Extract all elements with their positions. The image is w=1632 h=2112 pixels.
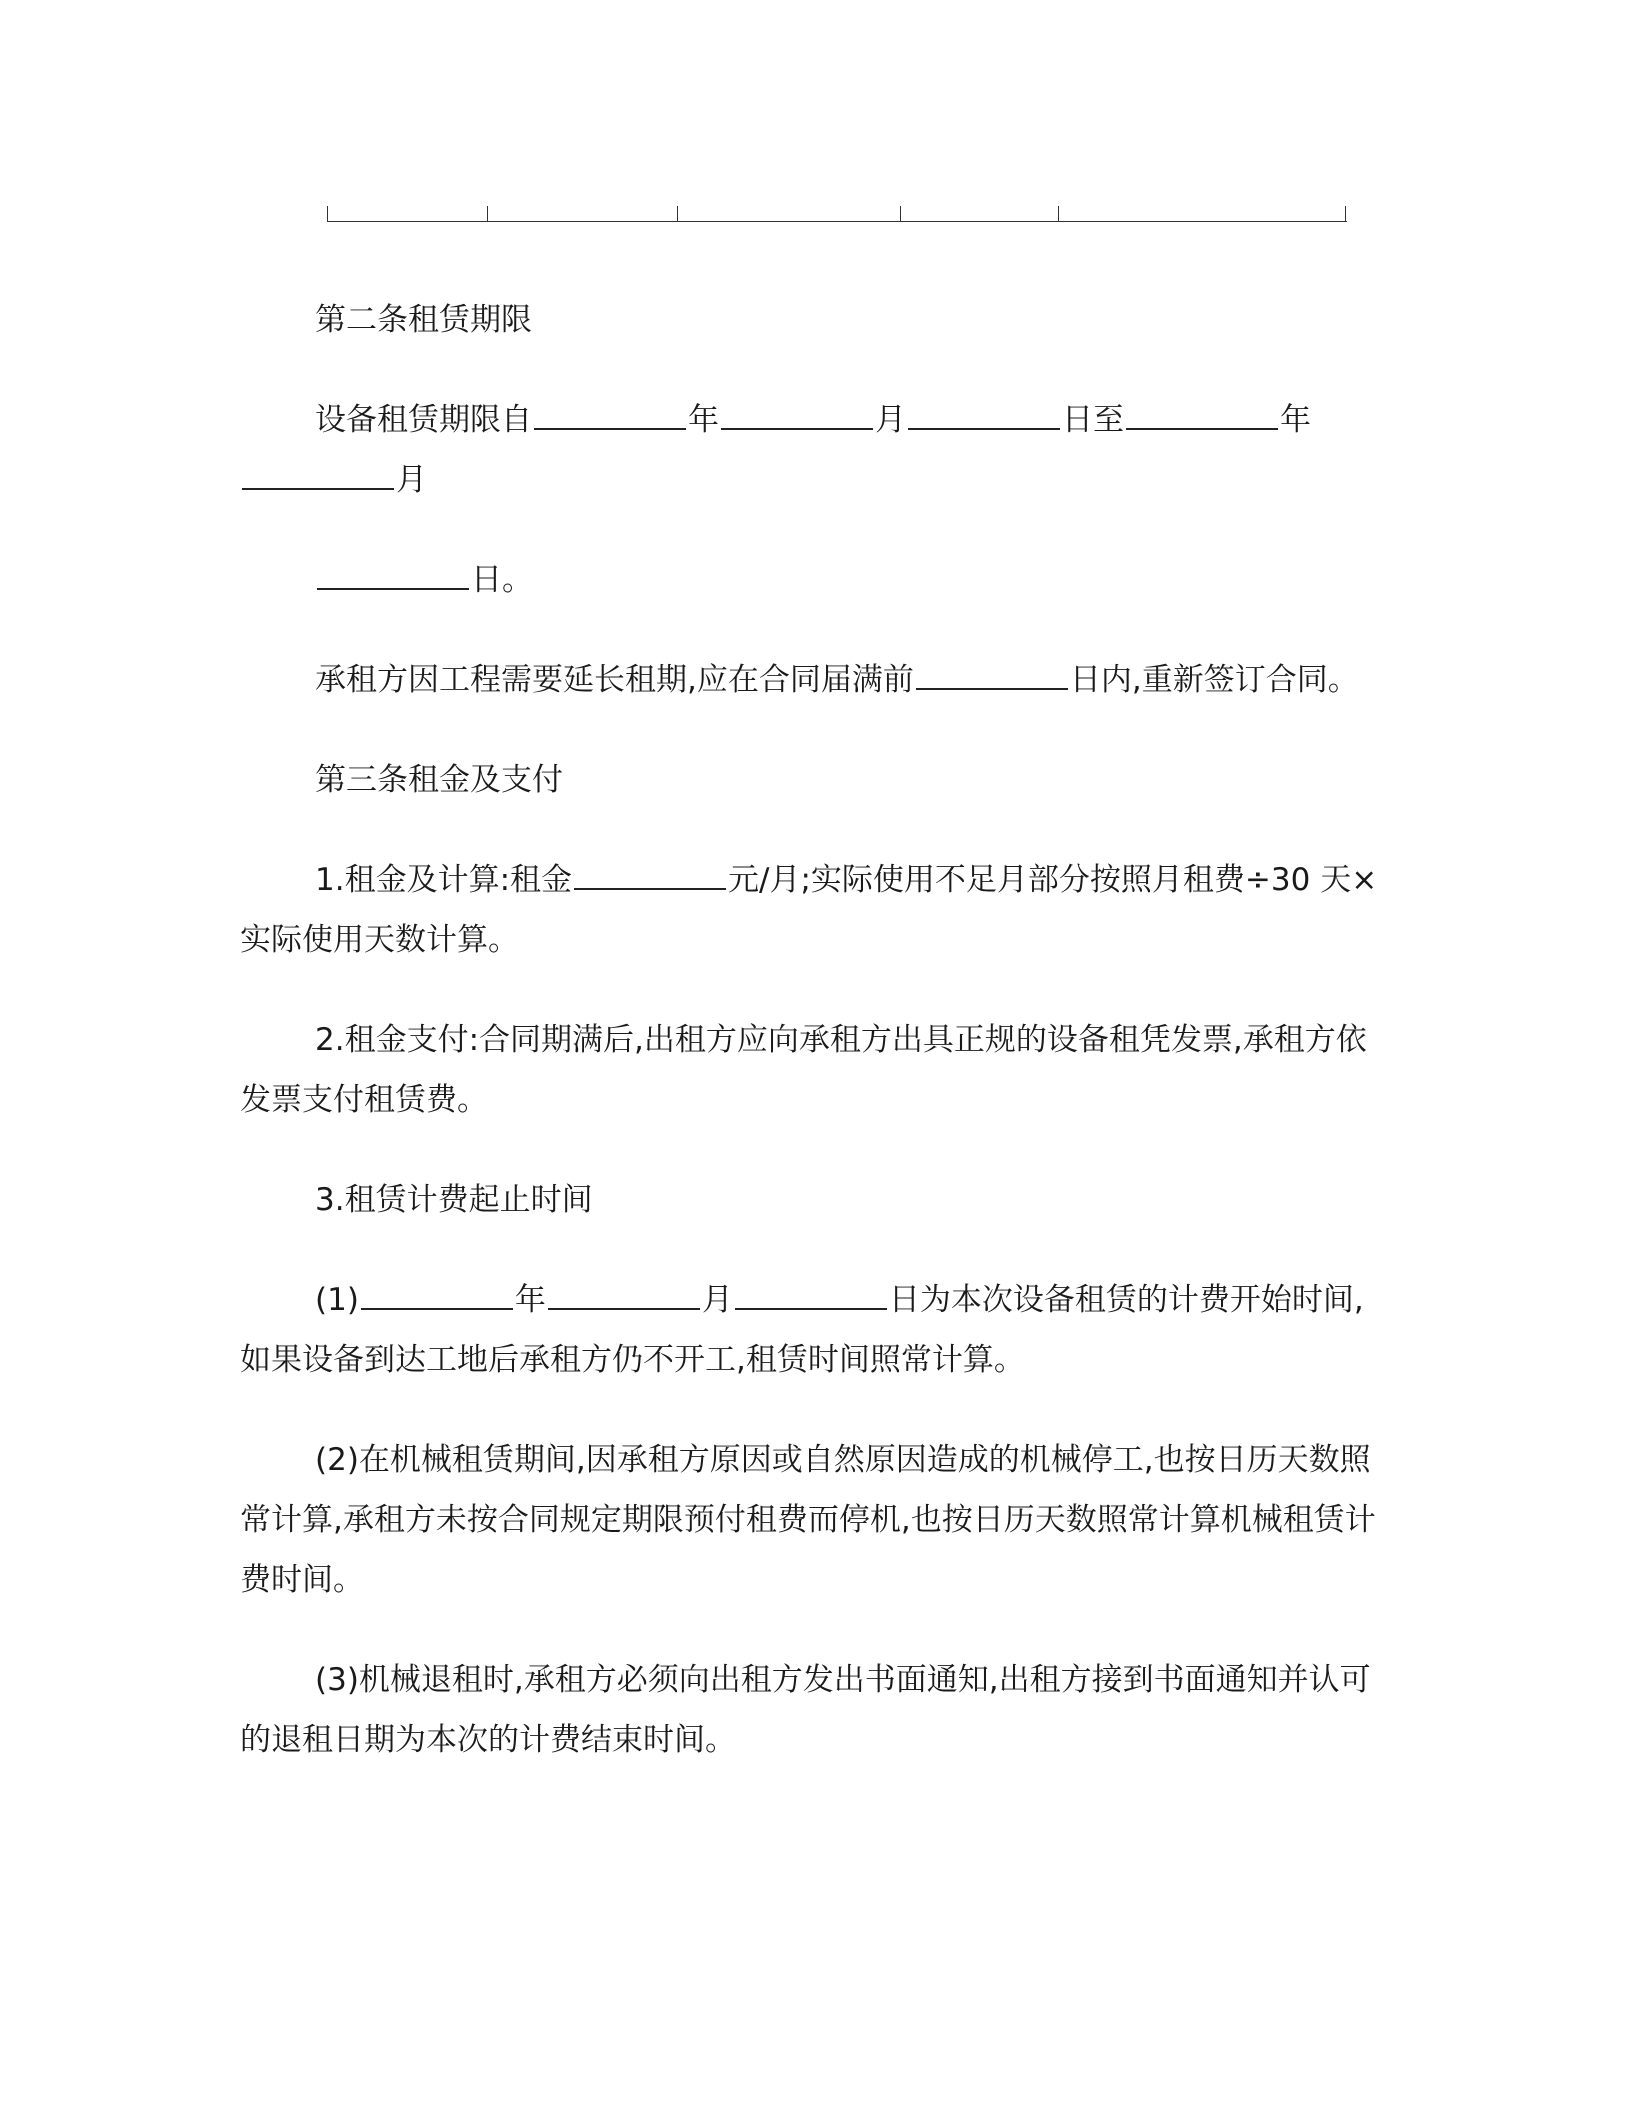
sub-item-1-paragraph: (1) 年 月 日为本次设备租赁的计费开始时间,如果设备到达工地后承租方仍不开工,租赁时间照常计算。 (240, 1282, 1364, 1378)
fill-blank[interactable] (242, 460, 394, 490)
table-cell-divider (487, 206, 488, 222)
table-cell-divider (1058, 206, 1059, 222)
article-3-heading: 第三条租金及支付 (315, 762, 563, 798)
sub-item-3-paragraph: (3)机械退租时,承租方必须向出租方发出书面通知,出租方接到书面通知并认可的退租日期为本次的计费结束时间。 (240, 1662, 1371, 1758)
fill-blank[interactable] (721, 400, 873, 430)
table-cell-divider (1345, 206, 1346, 222)
fill-blank[interactable] (916, 660, 1068, 690)
fill-blank[interactable] (908, 400, 1060, 430)
document-body (240, 290, 1380, 1810)
fill-blank[interactable] (1126, 400, 1278, 430)
item-3-heading: 3.租赁计费起止时间 (315, 1182, 593, 1218)
extension-paragraph: 承租方因工程需要延长租期,应在合同届满前 日内,重新签订合同。 (315, 662, 1359, 698)
fill-blank[interactable] (548, 1280, 700, 1310)
sub-item-2-paragraph: (2)在机械租赁期间,因承租方原因或自然原因造成的机械停工,也按日历天数照常计算,承租方未按合同规定期限预付租费而停机,也按日历天数照常计算机械租赁计费时间。 (240, 1442, 1376, 1598)
fill-blank[interactable] (534, 400, 686, 430)
table-cell-divider (327, 206, 328, 222)
item-1-paragraph: 1.租金及计算:租金 元/月;实际使用不足月部分按照月租费÷30 天×实际使用天数计算。 (240, 862, 1378, 958)
fill-blank[interactable] (361, 1280, 513, 1310)
lease-period-paragraph: 设备租赁期限自 年 月 日至 年月 (240, 390, 1380, 510)
table-cell-divider (677, 206, 678, 222)
table-cell-divider (900, 206, 901, 222)
fill-blank[interactable] (317, 560, 469, 590)
table-bottom-border (327, 201, 1347, 222)
fill-blank[interactable] (574, 860, 726, 890)
item-2-paragraph: 2.租金支付:合同期满后,出租方应向承租方出具正规的设备租凭发票,承租方依发票支付租赁费。 (240, 1022, 1367, 1118)
fill-blank[interactable] (735, 1280, 887, 1310)
lease-period-end-paragraph: 日。 (240, 550, 1380, 610)
article-2-heading: 第二条租赁期限 (315, 302, 532, 338)
